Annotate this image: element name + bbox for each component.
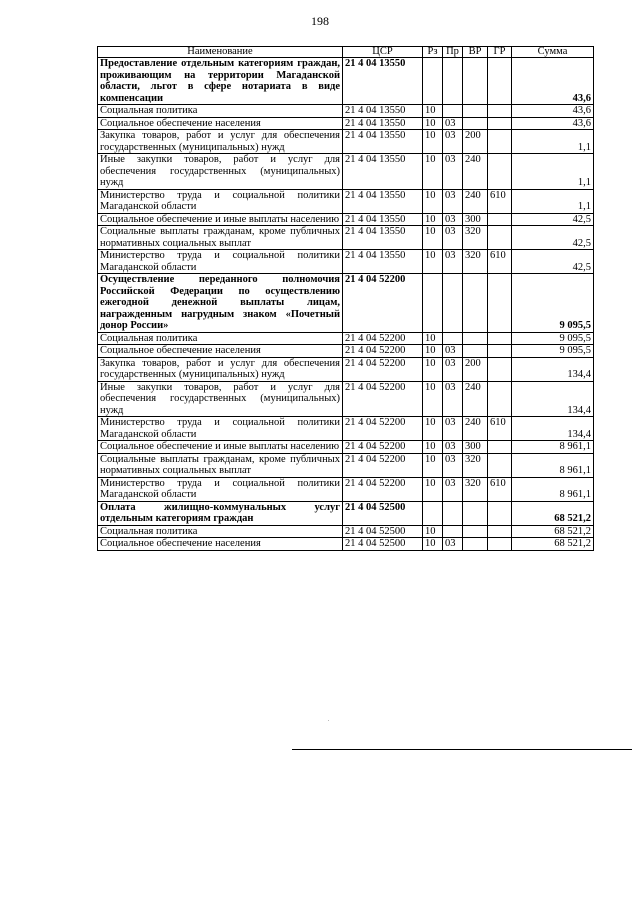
row-name: Социальные выплаты гражданам, кроме публичных нормативных социальных выплат [98,226,343,250]
row-csr: 21 4 04 52200 [343,381,423,417]
row-csr: 21 4 04 13550 [343,226,423,250]
row-vr: 240 [463,154,488,190]
row-sum: 8 961,1 [512,441,594,454]
row-vr: 200 [463,130,488,154]
row-pr: 03 [443,250,463,274]
row-sum: 68 521,2 [512,525,594,538]
table-row [98,501,594,525]
row-name: Предоставление отдельным категориям граждан, проживающим на территории Магаданской области, льгот в сфере нотариата в виде компенсации [98,58,343,105]
row-gr [488,105,512,118]
table-row [98,154,594,190]
row-rz: 10 [423,357,443,381]
table-row [98,525,594,538]
row-vr: 240 [463,381,488,417]
row-gr [488,130,512,154]
row-gr [488,453,512,477]
row-vr [463,274,488,333]
row-rz: 10 [423,417,443,441]
row-pr: 03 [443,357,463,381]
row-csr: 21 4 04 52200 [343,274,423,333]
row-csr: 21 4 04 52200 [343,453,423,477]
row-csr: 21 4 04 52200 [343,417,423,441]
row-csr: 21 4 04 52200 [343,345,423,358]
row-rz: 10 [423,381,443,417]
row-pr [443,525,463,538]
row-name: Министерство труда и социальной политики Магаданской области [98,250,343,274]
header-gr: ГР [488,47,512,58]
row-gr: 610 [488,477,512,501]
scan-speck [328,720,329,721]
row-gr [488,525,512,538]
table-row [98,453,594,477]
row-name: Осуществление переданного полномочия Российской Федерации по осуществлению ежегодной денежной выплаты лицам, награжденным нагрудным знаком «Почетный донор России» [98,274,343,333]
row-name: Иные закупки товаров, работ и услуг для обеспечения государственных (муниципальных) нужд [98,381,343,417]
row-gr [488,345,512,358]
row-vr [463,538,488,551]
row-vr: 320 [463,226,488,250]
row-csr: 21 4 04 13550 [343,117,423,130]
row-csr: 21 4 04 52200 [343,357,423,381]
row-pr: 03 [443,213,463,226]
table-row [98,477,594,501]
row-vr: 300 [463,441,488,454]
row-vr [463,58,488,105]
header-name: Наименование [98,47,343,58]
row-sum: 9 095,5 [512,345,594,358]
row-rz: 10 [423,477,443,501]
header-pr: Пр [443,47,463,58]
row-name: Социальные выплаты гражданам, кроме публичных нормативных социальных выплат [98,453,343,477]
row-name: Социальная политика [98,105,343,118]
row-rz: 10 [423,525,443,538]
row-rz: 10 [423,189,443,213]
row-name: Социальное обеспечение населения [98,538,343,551]
row-pr: 03 [443,453,463,477]
row-sum: 43,6 [512,117,594,130]
bottom-rule [292,749,632,750]
row-csr: 21 4 04 52500 [343,501,423,525]
row-vr [463,345,488,358]
table-row [98,332,594,345]
row-vr: 240 [463,189,488,213]
table-row [98,538,594,551]
row-rz [423,58,443,105]
row-pr: 03 [443,477,463,501]
row-name: Социальное обеспечение и иные выплаты населению [98,213,343,226]
row-pr: 03 [443,417,463,441]
row-csr: 21 4 04 13550 [343,213,423,226]
row-name: Социальное обеспечение населения [98,345,343,358]
row-rz: 10 [423,453,443,477]
row-name: Иные закупки товаров, работ и услуг для обеспечения государственных (муниципальных) нужд [98,154,343,190]
row-sum: 43,6 [512,58,594,105]
row-name: Закупка товаров, работ и услуг для обеспечения государственных (муниципальных) нужд [98,130,343,154]
row-vr [463,501,488,525]
row-vr: 300 [463,213,488,226]
row-vr [463,117,488,130]
table-row [98,381,594,417]
row-sum: 8 961,1 [512,453,594,477]
table-row [98,274,594,333]
row-vr: 320 [463,477,488,501]
row-sum: 134,4 [512,357,594,381]
row-rz: 10 [423,332,443,345]
row-csr: 21 4 04 13550 [343,154,423,190]
row-gr [488,117,512,130]
row-name: Министерство труда и социальной политики Магаданской области [98,417,343,441]
table-header-row [98,47,594,58]
row-csr: 21 4 04 13550 [343,189,423,213]
row-gr [488,357,512,381]
row-sum: 42,5 [512,226,594,250]
row-pr: 03 [443,226,463,250]
table-row [98,357,594,381]
header-csr: ЦСР [343,47,423,58]
row-name: Министерство труда и социальной политики Магаданской области [98,189,343,213]
row-sum: 42,5 [512,250,594,274]
row-rz: 10 [423,105,443,118]
row-name: Закупка товаров, работ и услуг для обеспечения государственных (муниципальных) нужд [98,357,343,381]
row-sum: 1,1 [512,130,594,154]
row-rz: 10 [423,441,443,454]
table-row [98,130,594,154]
table-row [98,117,594,130]
row-gr [488,441,512,454]
row-gr: 610 [488,250,512,274]
table-row [98,226,594,250]
row-rz: 10 [423,117,443,130]
row-pr [443,501,463,525]
row-pr [443,332,463,345]
row-sum: 42,5 [512,213,594,226]
row-csr: 21 4 04 52200 [343,332,423,345]
row-sum: 43,6 [512,105,594,118]
table-row [98,250,594,274]
row-name: Оплата жилищно-коммунальных услуг отдельным категориям граждан [98,501,343,525]
row-vr [463,332,488,345]
row-pr: 03 [443,345,463,358]
row-gr [488,332,512,345]
row-pr: 03 [443,538,463,551]
budget-table [97,46,594,551]
row-gr [488,226,512,250]
row-csr: 21 4 04 52200 [343,477,423,501]
row-csr: 21 4 04 52500 [343,525,423,538]
row-pr [443,274,463,333]
row-rz: 10 [423,250,443,274]
row-csr: 21 4 04 13550 [343,130,423,154]
row-rz: 10 [423,213,443,226]
row-pr: 03 [443,154,463,190]
table-row [98,58,594,105]
table-row [98,189,594,213]
row-gr [488,381,512,417]
row-gr [488,154,512,190]
row-vr [463,105,488,118]
row-rz: 10 [423,345,443,358]
header-rz: Рз [423,47,443,58]
row-pr: 03 [443,117,463,130]
row-csr: 21 4 04 13550 [343,58,423,105]
row-gr: 610 [488,417,512,441]
row-sum: 68 521,2 [512,538,594,551]
table-row [98,345,594,358]
row-gr [488,538,512,551]
row-csr: 21 4 04 13550 [343,105,423,118]
row-name: Социальное обеспечение и иные выплаты населению [98,441,343,454]
row-vr [463,525,488,538]
row-pr [443,105,463,118]
row-pr: 03 [443,189,463,213]
table-row [98,417,594,441]
row-pr: 03 [443,441,463,454]
row-gr [488,58,512,105]
table-row [98,213,594,226]
row-csr: 21 4 04 52200 [343,441,423,454]
row-vr: 320 [463,453,488,477]
row-name: Социальное обеспечение населения [98,117,343,130]
page-number: 198 [311,14,329,28]
header-sum: Сумма [512,47,594,58]
table-row [98,441,594,454]
row-rz: 10 [423,154,443,190]
row-vr: 320 [463,250,488,274]
row-name: Министерство труда и социальной политики Магаданской области [98,477,343,501]
row-rz [423,274,443,333]
row-gr [488,213,512,226]
row-vr: 240 [463,417,488,441]
row-rz: 10 [423,130,443,154]
row-sum: 134,4 [512,417,594,441]
row-pr: 03 [443,381,463,417]
row-name: Социальная политика [98,332,343,345]
row-pr [443,58,463,105]
header-vr: ВР [463,47,488,58]
row-pr: 03 [443,130,463,154]
table-row [98,105,594,118]
row-csr: 21 4 04 13550 [343,250,423,274]
row-rz [423,501,443,525]
row-sum: 1,1 [512,154,594,190]
row-sum: 9 095,5 [512,332,594,345]
row-vr: 200 [463,357,488,381]
row-sum: 1,1 [512,189,594,213]
row-name: Социальная политика [98,525,343,538]
row-sum: 68 521,2 [512,501,594,525]
row-sum: 9 095,5 [512,274,594,333]
row-gr [488,501,512,525]
row-gr [488,274,512,333]
row-rz: 10 [423,538,443,551]
row-sum: 134,4 [512,381,594,417]
row-gr: 610 [488,189,512,213]
row-sum: 8 961,1 [512,477,594,501]
row-rz: 10 [423,226,443,250]
row-csr: 21 4 04 52500 [343,538,423,551]
